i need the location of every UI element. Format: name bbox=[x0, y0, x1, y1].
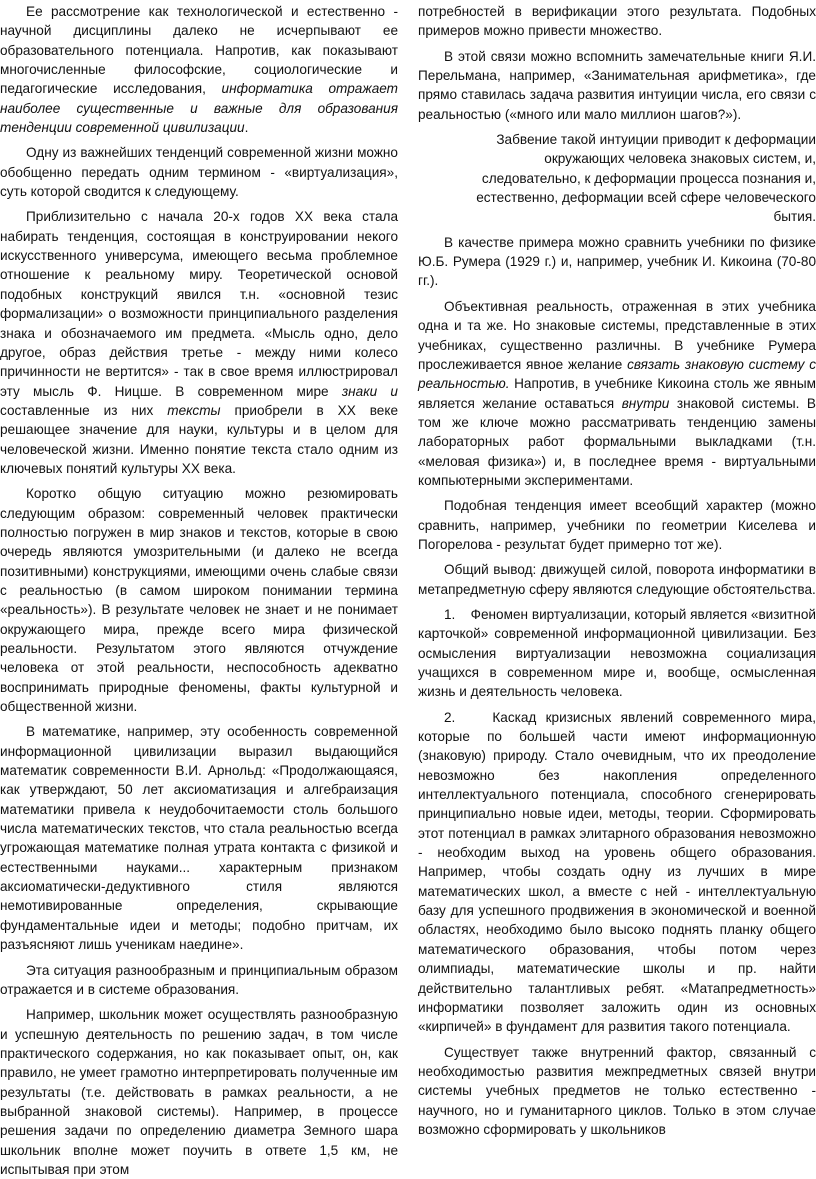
paragraph bbox=[418, 297, 816, 490]
paragraph bbox=[0, 484, 398, 716]
text-run: Одну из важнейших тенденций современной жизни можно обобщенно передать одним термином - «виртуализация», суть которой сводится к следующему. bbox=[0, 145, 398, 200]
text-run: Забвение такой интуиции приводит к деформации окружающих человека знаковых систем, и, следовательно, к деформации процесса познания и, естественно, деформации всей сфере человеческого бытия. bbox=[476, 132, 816, 225]
text-run: Существует также внутренний фактор, связанный с необходимостью развития межпредметных связей внутри системы учебных предметов не только естественно - научного, но и гуманитарного циклов. Только в этом случае возможно сформировать у школьников bbox=[418, 1044, 816, 1137]
paragraph bbox=[0, 961, 398, 1000]
paragraph bbox=[0, 143, 398, 201]
text-run: потребностей в верификации этого результата. Подобных примеров можно привести множество. bbox=[418, 4, 816, 39]
paragraph bbox=[0, 722, 398, 954]
text-run: . bbox=[244, 120, 249, 136]
paragraph bbox=[418, 130, 816, 227]
text-run: составленные из них bbox=[0, 402, 168, 418]
text-run: Напротив, в учебнике Кикоина столь же явным является желание оставаться bbox=[418, 376, 816, 411]
text-run: Например, школьник может осуществлять разнообразную и успешную деятельность по решению задач, в том числе практического содержания, но как показывает опыт, он, как правило, не умеет грамотно интерпретировать полученные им результаты (т.е. действовать в рамках реальности, а не выбранной знаковой системы). Например, в процессе решения задачи по определению диаметра Земного шара школьник вполне может поучить в ответе 1,5 км, не испытывая при этом bbox=[0, 1007, 398, 1177]
italic-text: внутри bbox=[621, 395, 670, 411]
text-run: В математике, например, эту особенность современной информационной цивилизации выразил выдающийся математик современности В.И. Арнольд: «Продолжающаяся, как утверждают, 50 лет аксиоматизация и алгебраизация математики привела к неудобочитаемости столь большого числа математических текстов, что стала реальностью всегда угрожающая математике полная утрата контакта с физикой и естественными науками... характерным признаком аксиоматически-дедуктивного стиля являются немотивированные определения, скрывающие фундаментальные идеи и методы; подобно притчам, их разъясняют лишь ученикам наедине». bbox=[0, 724, 398, 953]
paragraph bbox=[418, 560, 816, 599]
text-run: 1. Феномен виртуализации, который является «визитной карточкой» современной информационной цивилизации. Без осмысления виртуализации невозможна социализация учащихся в современном мире и, вообще, осмысленная жизнь и деятельность человека. bbox=[418, 606, 816, 700]
paragraph bbox=[0, 1005, 398, 1179]
text-run: Эта ситуация разнообразным и принципиальным образом отражается и в системе образования. bbox=[0, 962, 398, 997]
text-run: 2. Каскад кризисных явлений современного мира, которые по большей части имеют информационную (знаковую) природу. Стало очевидным, что их преодоление невозможно без накопления определенного интеллектуального потенциала, способного сгенерировать принципиально новые идеи, методы, теории. Сформировать этот потенциал в рамках элитарного образования невозможно - необходим выход на уровень общего образования. Например, чтобы создать одну из лучших в мире математических школ, а вместе с ней - интеллектуальную базу для успешного продвижения в экономической и военной областях, необходимо было высоко поднять планку общего математического образования, чтобы потом через олимпиады, математические школы и пр. найти действительно талантливых ребят. «Матапредметность» информатики позволяет заложить один из основных «кирпичей» в фундамент для развития такого потенциала. bbox=[418, 709, 816, 1035]
italic-text: знаки и bbox=[341, 383, 398, 399]
italic-text: информатика отражает наиболее существенные и важные для образования тенденции современной цивилизации bbox=[0, 81, 398, 136]
italic-text: тексты bbox=[167, 402, 221, 418]
paragraph bbox=[0, 207, 398, 478]
text-run: Приблизительно с начала 20-х годов ХХ века стала набирать тенденция, состоящая в конструировании некого искусственного универсума, имеющего весьма проблемное отношение к реальному миру. Теоретической основой подобных конструкций явился т.н. «основной тезис формализации» о возможности принципиального разделения знака и обозначаемого им предмета. «Мысль одно, дело другое, образ действия третье - между ними колесо причинности не вертится» - так в свое время иллюстрировал эту мысль Ф. Ницше. В современном мире bbox=[0, 209, 398, 399]
paragraph bbox=[0, 2, 398, 137]
text-run: Коротко общую ситуацию можно резюмировать следующим образом: современный человек практически полностью погружен в мир знаков и текстов, которые в свою очередь являются умозрительными (и далеко не всегда позитивными) конструкциями, имеющими очень слабые связи с реальностью (в самом широком понимании термина «реальность»). В результате человек не знает и не понимает окружающего мира, прежде всего мира физической реальности. Результатом этого являются отчуждение человека от этой реальности, неспособность адекватно воспринимать природные феномены, факты культурной и общественной жизни. bbox=[0, 486, 398, 715]
italic-text: связать знаковую систему с реальностью. bbox=[418, 356, 816, 392]
text-run: В этой связи можно вспомнить замечательные книги Я.И. Перельмана, например, «Занимательная арифметика», где прямо ставилась задача развития интуиции числа, его связи с реальностью («много или мало миллион шагов?»). bbox=[418, 48, 816, 122]
paragraph bbox=[418, 1043, 816, 1140]
text-run: В качестве примера можно сравнить учебники по физике Ю.Б. Румера (1929 г.) и, например, учебник И. Кикоина (70-80 гг.). bbox=[418, 234, 816, 289]
text-run: знаковой системы. В том же ключе можно рассматривать тенденцию замены лабораторных работ формальными выкладками (т.н. «меловая физика») и, в последнее время - виртуальными компьютерными экспериментами. bbox=[418, 395, 816, 488]
paragraph bbox=[418, 47, 816, 124]
right-column bbox=[418, 2, 816, 1151]
text-run: Объективная реальность, отраженная в этих учебника одна и та же. Но знаковые системы, представленные в этих учебниках, существенно различны. В учебнике Румера прослеживается явное желание bbox=[418, 298, 816, 372]
paragraph bbox=[418, 233, 816, 291]
paragraph bbox=[418, 708, 816, 1037]
text-run: Подобная тенденция имеет всеобщий характер (можно сравнить, например, учебники по геометрии Киселева и Погорелова - результат будет примерно тот же). bbox=[418, 498, 816, 552]
text-run: Общий вывод: движущей силой, поворота информатики в метапредметную сферу являются следующие обстоятельства. bbox=[418, 562, 816, 597]
left-column bbox=[0, 2, 398, 1177]
text-run: приобрели в ХХ веке решающее значение для науки, культуры и в целом для человеческой жизни. Именно понятие текста стало одним из ключевых понятий культуры ХХ века. bbox=[0, 402, 398, 476]
paragraph bbox=[418, 605, 816, 702]
paragraph bbox=[418, 2, 816, 41]
text-run: Ее рассмотрение как технологической и естественно - научной дисциплины далеко не исчерпывают ее образовательного потенциала. Напротив, как показывают многочисленные философские, социологические и педагогические исследования, bbox=[0, 4, 398, 97]
paragraph bbox=[418, 496, 816, 554]
